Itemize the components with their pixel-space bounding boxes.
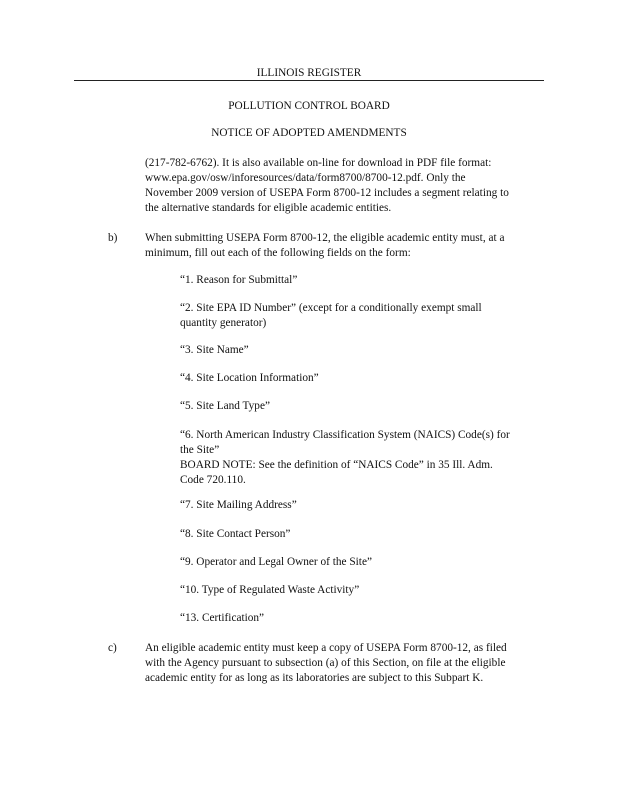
intro-line: the alternative standards for eligible academic entities. — [145, 202, 392, 214]
section-c-line: with the Agency pursuant to subsection (a) of this Section, on file at the eligible — [145, 657, 506, 669]
section-c-line: An eligible academic entity must keep a copy of USEPA Form 8700-12, as filed — [145, 642, 507, 654]
section-b-paragraph — [145, 231, 504, 261]
field-line: “2. Site EPA ID Number” (except for a conditionally exempt small — [180, 302, 482, 314]
field-line: “6. North American Industry Classification System (NAICS) Code(s) for — [180, 429, 510, 441]
board-note: Code 720.110. — [180, 474, 246, 486]
section-c-label: c) — [108, 642, 117, 654]
field-item — [180, 371, 319, 386]
field-item — [180, 611, 264, 626]
field-line: “4. Site Location Information” — [180, 372, 319, 384]
field-line: quantity generator) — [180, 317, 267, 329]
intro-line: (217-782-6762). It is also available on-line for download in PDF file format: — [145, 157, 492, 169]
field-line: the Site” — [180, 444, 220, 456]
field-item — [180, 527, 290, 542]
board-note: BOARD NOTE: See the definition of “NAICS Code” in 35 Ill. Adm. — [180, 459, 493, 471]
section-b-label: b) — [108, 232, 118, 244]
field-line: “7. Site Mailing Address” — [180, 499, 297, 511]
field-item — [180, 399, 270, 414]
field-line: “1. Reason for Submittal” — [180, 274, 298, 286]
section-c-line: academic entity for as long as its laboratories are subject to this Subpart K. — [145, 672, 484, 684]
header-rule — [74, 80, 544, 81]
intro-line: www.epa.gov/osw/inforesources/data/form8700/8700-12.pdf. Only the — [145, 172, 466, 184]
field-item — [180, 555, 372, 570]
field-line: “5. Site Land Type” — [180, 400, 270, 412]
board-name: POLLUTION CONTROL BOARD — [228, 100, 390, 112]
field-line: “13. Certification” — [180, 612, 265, 624]
field-item — [180, 301, 482, 331]
register-title: ILLINOIS REGISTER — [256, 67, 362, 79]
field-line: “10. Type of Regulated Waste Activity” — [180, 584, 360, 596]
field-line: “8. Site Contact Person” — [180, 528, 291, 540]
field-line: “3. Site Name” — [180, 344, 249, 356]
field-item — [180, 273, 297, 288]
field-item — [180, 343, 249, 358]
field-item — [180, 583, 359, 598]
section-b-line: minimum, fill out each of the following fields on the form: — [145, 247, 411, 259]
field-line: “9. Operator and Legal Owner of the Site” — [180, 556, 372, 568]
field-item — [180, 498, 297, 513]
intro-line: November 2009 version of USEPA Form 8700-12 includes a segment relating to — [145, 187, 509, 199]
intro-paragraph — [145, 156, 509, 216]
notice-title: NOTICE OF ADOPTED AMENDMENTS — [211, 127, 407, 139]
field-item — [180, 428, 510, 488]
section-b-line: When submitting USEPA Form 8700-12, the eligible academic entity must, at a — [145, 232, 505, 244]
section-c-paragraph — [145, 641, 507, 686]
